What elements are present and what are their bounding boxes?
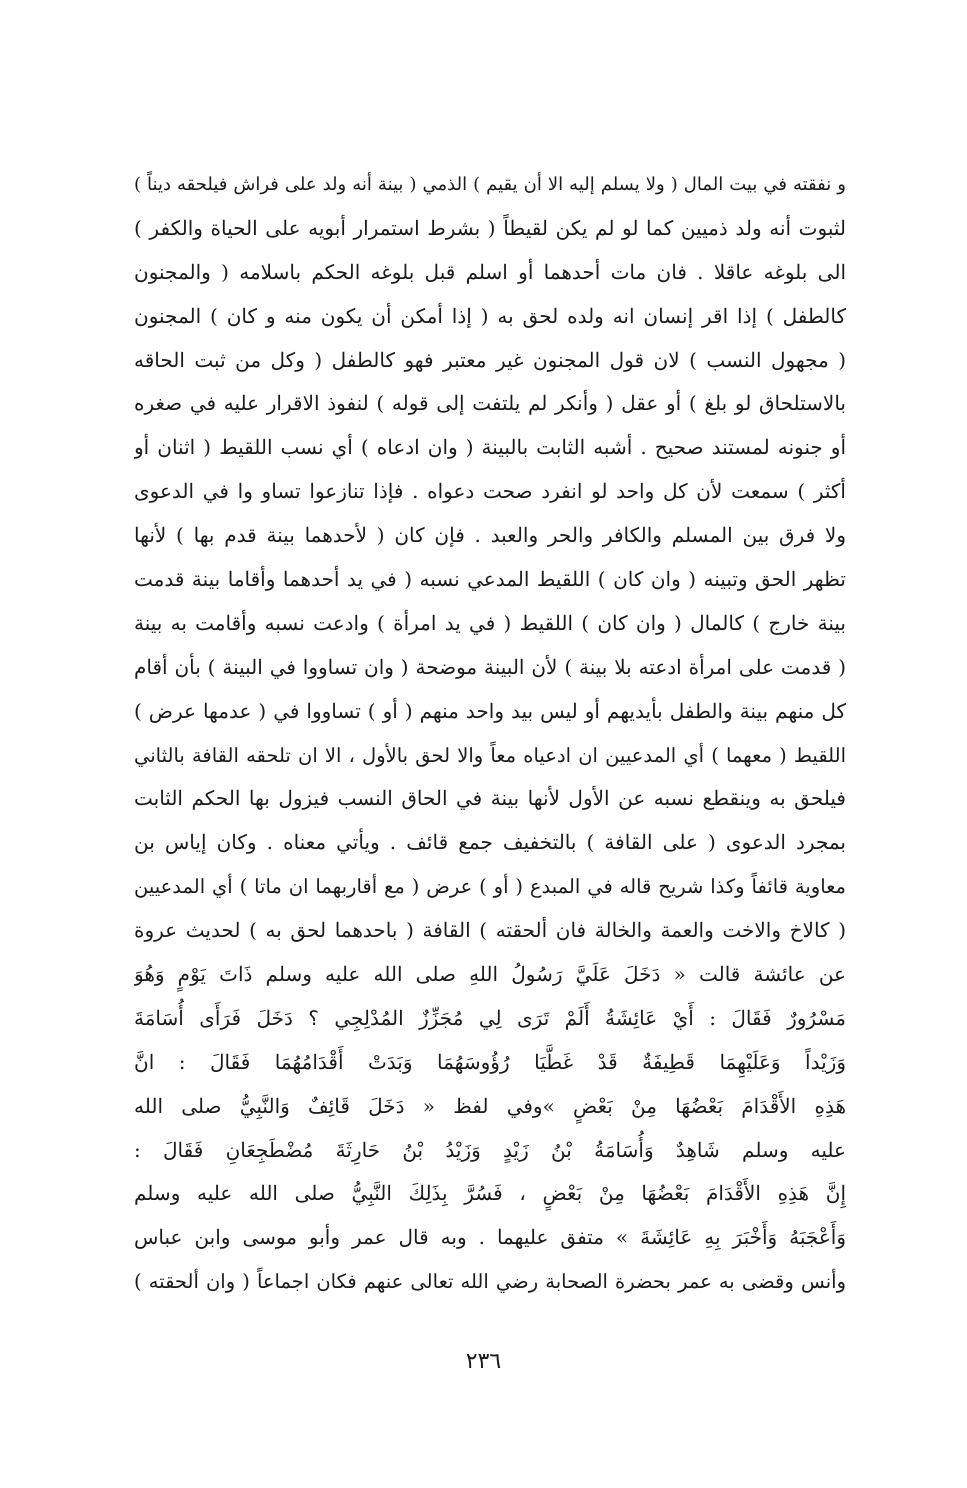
text-line: إِنَّ هَذِهِ الأَقْدَامَ بَعْضُهَا مِنْ بَعْضٍ ، فَسُرَّ بِذَلِكَ النَّبِيُّ صلى الله عليه وسلم xyxy=(134,1181,846,1206)
text-line: بينة خارج ) كالمال ( وان كان ) اللقيط ( في يد امرأة ) وادعت نسبه وأقامت به بينة xyxy=(134,610,846,635)
text-line: الى بلوغه عاقلا . فان مات أحدهما أو اسلم قبل بلوغه الحكم باسلامه ( والمجنون xyxy=(134,259,846,284)
text-line: وَزَيْداً وَعَلَيْهِمَا قَطِيفَةٌ قَدْ غَطَّيَا رُؤُوسَهُمَا وَبَدَتْ أَقْدَامُهُمَا فَقَالَ : انَّ xyxy=(134,1049,846,1074)
text-line: كالطفل ) إذا اقر إنسان انه ولده لحق به ( إذا أمكن أن يكون منه و كان ) المجنون xyxy=(134,303,846,328)
text-line: و نفقته في بيت المال ( ولا يسلم إليه الا أن يقيم ) الذمي ( بينة أنه ولد على فراش فيلحقه ديناً ) xyxy=(134,174,846,195)
text-line: بالاستلحاق لو بلغ ) أو عقل ( وأنكر لم يلتفت إلى قوله ) لنفوذ الاقرار عليه في صغره xyxy=(134,391,846,416)
text-line: معاوية قائفاً وكذا شريح قاله في المبدع ( أو ) عرض ( مع أقاربهما ان ماتا ) أي المدعيين xyxy=(134,875,846,899)
text-line: كل منهم بينة والطفل بأيديهم أو ليس بيد واحد منهم ( أو ) تساووا في ( عدمها عرض ) xyxy=(134,698,846,723)
text-line: عليه وسلم شَاهِدٌ وَأُسَامَةُ بْنُ زَيْدٍ وَزَيْدُ بْنُ حَارِثَةَ مُضْطَجِعَانِ فَقَالَ : xyxy=(134,1137,846,1162)
text-line: أكثر ) سمعت لأن كل واحد لو انفرد صحت دعواه . فإذا تنازعوا تساو وا في الدعوى xyxy=(134,479,846,504)
text-line: أو جنونه لمستند صحيح . أشبه الثابت بالبينة ( وان ادعاه ) أي نسب اللقيط ( اثنان أو xyxy=(134,435,846,460)
text-line: فيلحق به وينقطع نسبه عن الأول لأنها بينة في الحاق النسب فيزول بها الحكم الثابت xyxy=(134,786,846,811)
text-line: اللقيط ( معهما ) أي المدعيين ان ادعياه معاً والا لحق بالأول ، الا ان تلحقه القافة بالثاني xyxy=(134,743,846,767)
text-line: وَأَعْجَبَهُ وَأَخْبَرَ بِهِ عَائِشَةَ » متفق عليهما . وبه قال عمر وأبو موسى وابن عباس xyxy=(134,1225,846,1250)
text-line: لثبوت أنه ولد ذميين كما لو لم يكن لقيطاً ( بشرط استمرار أبويه على الحياة والكفر ) xyxy=(134,215,846,240)
text-line: بمجرد الدعوى ( على القافة ) بالتخفيف جمع قائف . ويأتي معناه . وكان إياس بن xyxy=(134,830,846,855)
page-number: ٢٣٦ xyxy=(465,1349,502,1374)
text-line: هَذِهِ الأَقْدَامَ بَعْضُهَا مِنْ بَعْضٍ »وفي لفظ « دَخَلَ قَائِفٌ وَالنَّبِيُّ صلى الله xyxy=(134,1093,846,1118)
text-line: ( مجهول النسب ) لان قول المجنون غير معتبر فهو كالطفل ( وكل من ثبت الحاقه xyxy=(134,347,846,372)
text-line: وأنس وقضى به عمر بحضرة الصحابة رضي الله تعالى عنهم فكان اجماعاً ( وان ألحقته ) xyxy=(134,1270,846,1294)
text-line: ( كالاخ والاخت والعمة والخالة فان ألحقته ) القافة ( باحدهما لحق به ) لحديث عروة xyxy=(134,918,846,943)
body-text xyxy=(134,163,846,1304)
text-line: تظهر الحق وتبينه ( وان كان ) اللقيط المدعي نسبه ( في يد أحدهما وأقاما بينة قدمت xyxy=(134,567,846,592)
text-line: ولا فرق بين المسلم والكافر والحر والعبد . فإن كان ( لأحدهما بينة قدم بها ) لأنها xyxy=(134,523,846,548)
text-line: ( قدمت على امرأة ادعته بلا بينة ) لأن البينة موضحة ( وان تساووا في البينة ) بأن أقام xyxy=(134,654,846,679)
text-line: عن عائشة قالت « دَخَلَ عَلَيَّ رَسُولُ اللهِ صلى الله عليه وسلم ذَاتَ يَوْمٍ وَهُوَ xyxy=(134,962,846,987)
text-line: مَسْرُورٌ فَقَالَ : أَيْ عَائِشَةُ أَلَمْ تَرَى لِي مُجَزِّزٌ المُدْلِجِي ؟ دَخَلَ فَرَأَى أُسَامَةَ xyxy=(134,1005,846,1030)
